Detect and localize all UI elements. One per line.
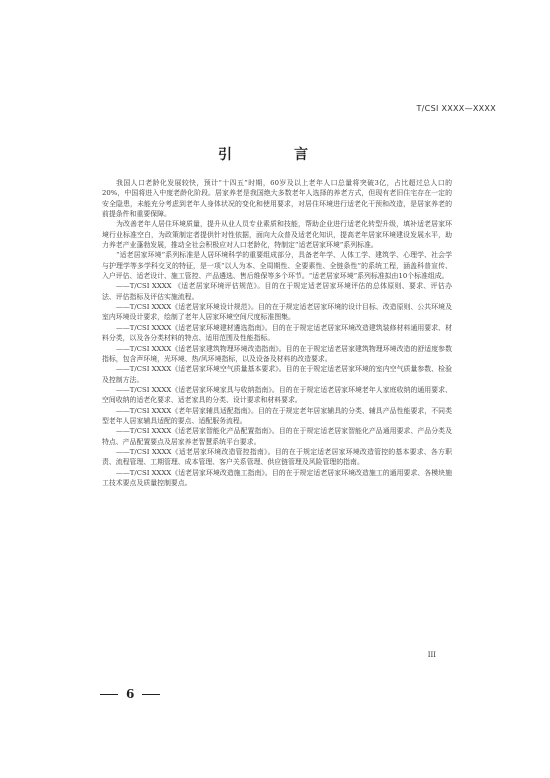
- paragraph: 为改善老年人居住环境质量，提升从业人员专业素质和技能，帮助企业进行适老化转型升级，填补适老居家环境行业标准空白，为政策制定者提供针对性依据，面向大众普及适老化知识，提高老年居家环境建设发展水平，助力养老产业蓬勃发展，推动全社会积极应对人口老龄化，特制定“适老居家环境”系列标准。: [102, 220, 452, 250]
- paragraph: 我国人口老龄化发展较快，预计“十四五”时期，60岁及以上老年人口总量将突破3亿，占比超过总人口的20%，中国将进入中度老龄化阶段。居家养老是我国绝大多数老年人选择的养老方式，但现有老旧住宅存在一定的安全隐患，未能充分考虑到老年人身体状况的变化和使用要求，对居住环境进行适老化干预和改造，是居家养老的前提条件和重要保障。: [102, 179, 452, 219]
- standard-item: ——T/CSI XXXX《适老居家环境改造施工指南》。目的在于规定适老居家环境改造施工的通用要求、各模块施工技术要点及质量控制要点。: [102, 468, 452, 487]
- page-number: [100, 687, 160, 701]
- standard-item: ——T/CSI XXXX《适老居家环境改造管控指南》。目的在于规定适老居家环境改造管控的基本要求、各方职责、流程管理、工期管理、成本管理、客户关系管理、供应链管理及风险管理的指南。: [102, 447, 452, 467]
- page-number-value: 6: [126, 687, 135, 701]
- standard-item: ——T/CSI XXXX《适老居家环境家具与收纳指南》。目的在于规定适老居家环境老年人家庭收纳的通用要求、空间收纳的适老化要求、适老家具的分类、设计要求和材料要求。: [102, 385, 452, 405]
- dash-left: [100, 694, 118, 695]
- standard-item: ——T/CSI XXXX《老年居家辅具适配指南》。目的在于规定老年居家辅具的分类、辅具产品性能要求，不同类型老年人居家辅具适配的要点、适配服务流程。: [102, 406, 452, 425]
- standard-item: ——T/CSI XXXX《适老居家建筑物理环境改造指南》。目的在于规定适老居家建筑物理环境改造的舒适度参数指标，包含声环境，光环境、热/风环境指标，以及设备及材料的改造要求。: [102, 344, 452, 363]
- standard-item: ——T/CSI XXXX 《适老居家环境评估规范》。目的在于规定适老居家环境评估的总体原则、要求、评估办法、评估指标及评估实施流程。: [102, 282, 452, 301]
- standard-item: ——T/CSI XXXX《适老居家环境建材遴选指南》。目的在于规定适老居家环境改造建筑装修材料通用要求、材料分类，以及各分类材料的特点、适用范围及性能指标。: [102, 323, 452, 343]
- page-title: 引 言: [218, 147, 332, 163]
- standard-item: ——T/CSI XXXX《适老居家智能化产品配置指南》。目的在于规定适老居家智能化产品通用要求、产品分类及特点、产品配置要点及居家养老智慧系统平台要求。: [102, 427, 452, 446]
- standard-item: ——T/CSI XXXX《适老居家环境空气质量基本要求》。目的在于规定适老居家环境的室内空气质量参数、检验及控制方法。: [102, 365, 452, 384]
- body-text: [102, 178, 452, 488]
- roman-page-number: III: [427, 651, 436, 659]
- dash-right: [142, 694, 160, 695]
- standard-code: T/CSI XXXX—XXXX: [416, 104, 496, 113]
- standard-item: ——T/CSI XXXX《适老居家环境设计规范》。目的在于规定适老居家环境的设计目标、改造原则、公共环境及室内环境设计要求，绘制了老年人居家环境空间尺度标准图集。: [102, 303, 452, 322]
- paragraph: “适老居家环境”系列标准是人居环境科学的重要组成部分，具备老年学、人体工学、建筑学、心理学、社会学与护理学等多学科交叉的特征，是一项“以人为本、全周期性、全要素性、全链条性”的系统工程，涵盖科普宣传、入户评估、适老设计、施工管控、产品遴选、售后维保等多个环节。“适老居家环境”系列标准拟由10个标准组成。: [102, 251, 452, 281]
